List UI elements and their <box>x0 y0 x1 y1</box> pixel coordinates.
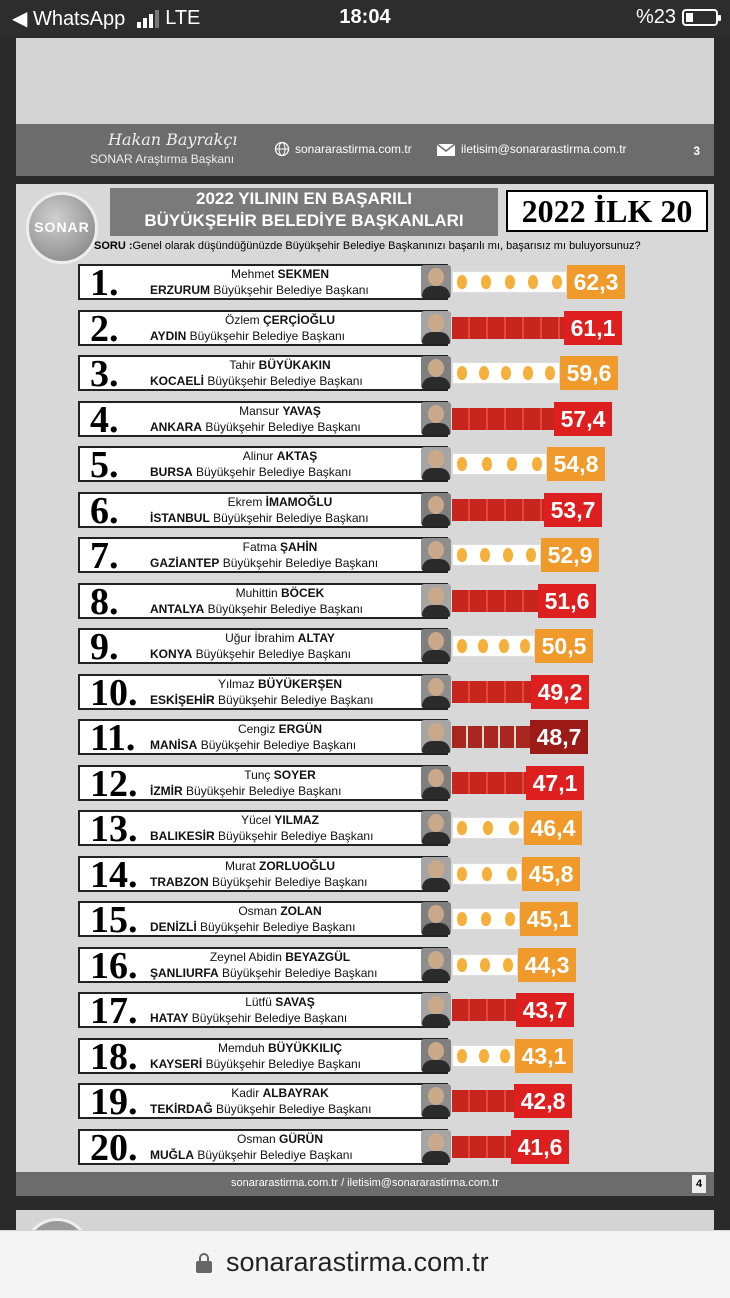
mayor-photo <box>421 948 451 981</box>
mayor-name-box <box>78 944 448 987</box>
value-bar <box>452 681 531 703</box>
mayor-first-name: Cengiz <box>237 722 276 736</box>
mayor-city <box>150 374 440 388</box>
mayor-city <box>150 693 440 707</box>
mayor-photo <box>421 538 451 571</box>
city-name: ESKİŞEHİR <box>150 692 215 707</box>
value-label: 52,9 <box>541 538 599 572</box>
mayor-city <box>150 875 440 889</box>
ranking-row <box>78 307 718 350</box>
lightbulb-icons <box>457 275 562 289</box>
rank-number: 11. <box>90 717 136 759</box>
survey-page <box>16 184 714 1196</box>
rank-number: 1. <box>90 262 119 304</box>
mayor-name-box <box>78 808 448 850</box>
ranking-row <box>78 537 718 577</box>
mayor-last-name: ALTAY <box>297 631 335 645</box>
mayor-name <box>160 677 400 691</box>
city-name: BALIKESİR <box>150 829 215 843</box>
mayor-first-name: Osman <box>236 1131 276 1146</box>
ranking-row <box>78 1035 718 1078</box>
signature-title: SONAR Araştırma Başkanı <box>90 152 235 166</box>
mayor-photo <box>421 493 451 526</box>
ranking-row <box>78 853 718 896</box>
mayor-name <box>160 813 400 827</box>
value-label: 50,5 <box>535 629 593 663</box>
city-name: ANKARA <box>150 419 202 434</box>
mayor-city <box>150 738 440 752</box>
rank-number: 9. <box>90 626 119 668</box>
value-bar <box>452 408 554 430</box>
title-suffix: Büyükşehir Belediye Başkanı <box>213 510 369 525</box>
title-suffix: Büyükşehir Belediye Başkanı <box>222 556 379 570</box>
mayor-name <box>160 540 400 554</box>
mayor-name <box>160 722 400 736</box>
mayor-city <box>150 465 440 479</box>
mayor-last-name: ZOLAN <box>280 904 322 918</box>
mayor-last-name: SAVAŞ <box>275 995 315 1009</box>
value-label: 42,8 <box>514 1084 572 1118</box>
ranking-row <box>78 762 718 805</box>
title-suffix: Büyükşehir Belediye Başkanı <box>222 965 378 980</box>
city-name: İZMİR <box>150 783 183 798</box>
mayor-city <box>150 966 440 980</box>
value-label: 45,1 <box>520 902 578 936</box>
ranking-row <box>78 1083 718 1123</box>
mayor-city <box>150 1011 440 1025</box>
globe-icon <box>274 141 290 157</box>
url-text[interactable]: sonararastirma.com.tr <box>226 1247 489 1277</box>
mayor-first-name: Ekrem <box>227 494 263 509</box>
title-suffix: Büyükşehir Belediye Başkanı <box>205 419 361 434</box>
city-name: GAZİANTEP <box>150 556 220 570</box>
question-label: SORU : <box>94 240 133 252</box>
mayor-first-name: Tahir <box>229 358 256 372</box>
mayor-first-name: Muhittin <box>235 585 278 600</box>
mayor-last-name: SEKMEN <box>277 267 330 281</box>
mayor-photo <box>421 629 451 662</box>
title-line-1: 2022 YILININ EN BAŞARILI <box>195 189 413 208</box>
mayor-city <box>150 283 440 297</box>
ranking-row <box>78 992 718 1032</box>
mayor-name-box <box>78 899 448 941</box>
mayor-photo <box>421 447 451 480</box>
rank-number: 19. <box>90 1081 138 1123</box>
rank-number: 5. <box>90 444 119 486</box>
value-bar <box>452 817 524 839</box>
mayor-name <box>160 631 400 645</box>
lightbulb-icons <box>457 457 542 471</box>
mayor-name <box>160 1041 400 1055</box>
title-suffix: Büyükşehir Belediye Başkanı <box>189 328 345 343</box>
value-bar <box>452 453 547 475</box>
page-footer <box>16 1172 714 1196</box>
value-label: 48,7 <box>530 720 588 754</box>
mayor-photo <box>421 857 451 890</box>
city-name: DENİZLİ <box>150 920 197 934</box>
ranking-row <box>78 355 718 395</box>
title-suffix: Büyükşehir Belediye Başkanı <box>195 647 351 661</box>
mayor-name-box <box>78 762 448 805</box>
mayor-first-name: Memduh <box>217 1040 265 1055</box>
ranking-row <box>78 1126 718 1169</box>
mayor-name <box>160 995 400 1009</box>
mayor-city <box>150 511 440 525</box>
mayor-name-box <box>78 1035 448 1078</box>
mayor-last-name: YAVAŞ <box>282 403 321 418</box>
title-suffix: Büyükşehir Belediye Başkanı <box>200 738 357 752</box>
city-name: KAYSERİ <box>150 1056 203 1071</box>
back-app-label[interactable]: ◀ WhatsApp <box>12 8 126 30</box>
mayor-name-box <box>78 717 448 759</box>
mayor-city <box>150 647 440 661</box>
rank-number: 10. <box>90 671 138 714</box>
survey-question <box>94 240 714 252</box>
mayor-name <box>160 358 400 372</box>
city-name: BURSA <box>150 465 193 479</box>
value-label: 54,8 <box>547 447 605 481</box>
mayor-photo <box>421 993 451 1026</box>
mayor-name-box <box>78 353 448 395</box>
mayor-last-name: İMAMOĞLU <box>265 494 333 509</box>
mayor-city <box>150 1148 440 1162</box>
rank-number: 4. <box>90 398 119 441</box>
title-suffix: Büyükşehir Belediye Başkanı <box>191 1011 348 1025</box>
website-text[interactable]: sonararastirma.com.tr <box>295 142 412 156</box>
value-label: 44,3 <box>518 948 576 982</box>
lightbulb-icons <box>457 366 555 380</box>
footer-contact: sonararastirma.com.tr / iletisim@sonararastirma.com.tr <box>231 1177 499 1189</box>
lightbulb-icons <box>457 958 513 972</box>
value-bar <box>452 635 535 657</box>
mayor-first-name: Lütfü <box>245 995 272 1009</box>
rank-number: 2. <box>90 307 119 350</box>
mayor-first-name: Zeynel Abidin <box>209 949 282 964</box>
previous-page-number: 3 <box>693 144 700 158</box>
title-suffix: Büyükşehir Belediye Başkanı <box>200 920 356 934</box>
mayor-name <box>160 586 400 600</box>
mayor-name-box <box>78 671 448 714</box>
title-suffix: Büyükşehir Belediye Başkanı <box>213 283 369 297</box>
lightbulb-icons <box>457 867 517 881</box>
value-bar <box>452 772 526 794</box>
value-label: 45,8 <box>522 857 580 891</box>
rank-number: 6. <box>90 489 119 532</box>
top-20-badge: 2022 İLK 20 <box>506 190 708 232</box>
browser-url-bar[interactable] <box>0 1230 730 1298</box>
mayor-first-name: Fatma <box>242 540 277 554</box>
mayor-first-name: Osman <box>238 904 277 918</box>
battery-status <box>636 6 718 29</box>
value-bar <box>452 590 538 612</box>
mayor-name-box <box>78 990 448 1032</box>
mayor-photo <box>421 675 451 708</box>
network-label: LTE <box>165 7 201 29</box>
lightbulb-icons <box>457 548 536 562</box>
title-suffix: Büyükşehir Belediye Başkanı <box>197 1147 353 1162</box>
value-label: 51,6 <box>538 584 596 618</box>
value-label: 46,4 <box>524 811 582 845</box>
city-name: MANİSA <box>150 738 198 752</box>
mayor-city <box>150 602 440 616</box>
value-label: 57,4 <box>554 402 612 436</box>
mayor-first-name: Alinur <box>242 449 274 463</box>
ranking-row <box>78 719 718 759</box>
mayor-last-name: ÇERÇİOĞLU <box>263 312 335 327</box>
mayor-name <box>160 449 400 463</box>
lightbulb-icons <box>457 1049 510 1063</box>
mayor-photo <box>421 265 451 298</box>
mail-icon <box>436 141 456 157</box>
mayor-photo <box>421 811 451 844</box>
mayor-city <box>150 829 440 843</box>
city-name: TEKİRDAĞ <box>150 1102 213 1116</box>
mayor-city <box>150 329 440 343</box>
mayor-first-name: Özlem <box>224 312 260 327</box>
logo-text: SONAR <box>34 219 90 235</box>
rank-number: 3. <box>90 353 119 395</box>
mayor-last-name: GÜRÜN <box>279 1131 324 1146</box>
mayor-city <box>150 1057 440 1071</box>
lightbulb-icons <box>457 912 515 926</box>
mayor-last-name: BÖCEK <box>281 585 325 600</box>
ranking-row <box>78 264 718 304</box>
title-box <box>110 188 498 236</box>
title-suffix: Büyükşehir Belediye Başkanı <box>207 601 363 616</box>
title-suffix: Büyükşehir Belediye Başkanı <box>216 1102 372 1116</box>
ranking-row <box>78 628 718 668</box>
battery-icon <box>682 9 718 26</box>
mayor-photo <box>421 902 451 935</box>
email-text[interactable]: iletisim@sonararastirma.com.tr <box>461 142 627 156</box>
value-bar <box>452 726 530 748</box>
city-name: TRABZON <box>150 874 209 889</box>
mayor-name-box <box>78 626 448 668</box>
city-name: KOCAELİ <box>150 374 204 388</box>
mayor-photo <box>421 584 451 617</box>
mayor-city <box>150 920 440 934</box>
value-bar <box>452 362 560 384</box>
mayor-last-name: BÜYÜKKILIÇ <box>268 1040 343 1055</box>
mayor-name-box <box>78 1126 448 1169</box>
value-label: 62,3 <box>567 265 625 299</box>
mayor-photo <box>421 402 451 435</box>
mayor-name <box>160 1086 400 1100</box>
question-text: Genel olarak düşündüğünüzde Büyükşehir Belediye Başkanınızı başarılı mı, başarısız mı buluyorsunuz? <box>132 240 641 252</box>
mayor-city <box>150 420 440 434</box>
rank-number: 7. <box>90 535 119 577</box>
mayor-last-name: ALBAYRAK <box>262 1086 329 1100</box>
previous-page-footer <box>16 124 714 176</box>
rank-number: 18. <box>90 1035 138 1078</box>
mayor-name-box <box>78 398 448 441</box>
mayor-first-name: Tunç <box>244 767 271 782</box>
lock-icon <box>196 1253 212 1273</box>
status-bar <box>0 0 730 38</box>
mayor-photo <box>421 720 451 753</box>
mayor-photo <box>421 1130 451 1163</box>
mayor-name-box <box>78 489 448 532</box>
mayor-photo <box>421 1039 451 1072</box>
ranking-row <box>78 580 718 623</box>
rank-number: 20. <box>90 1126 138 1169</box>
value-bar <box>452 1045 515 1067</box>
rank-number: 8. <box>90 580 119 623</box>
value-label: 59,6 <box>560 356 618 390</box>
mayor-name-box <box>78 1081 448 1123</box>
rank-number: 14. <box>90 853 138 896</box>
mayor-first-name: Yılmaz <box>217 676 255 691</box>
ranking-row <box>78 489 718 532</box>
mayor-name-box <box>78 307 448 350</box>
mayor-last-name: SOYER <box>273 767 316 782</box>
city-name: AYDIN <box>150 328 187 343</box>
mayor-last-name: ZORLUOĞLU <box>259 858 336 873</box>
mayor-first-name: Mansur <box>239 403 280 418</box>
mayor-name <box>160 1132 400 1146</box>
mayor-last-name: AKTAŞ <box>276 449 318 463</box>
mayor-name <box>160 267 400 281</box>
mayor-name <box>160 313 400 327</box>
city-name: ŞANLIURFA <box>150 965 219 980</box>
mayor-name <box>160 904 400 918</box>
previous-page <box>16 38 714 176</box>
value-label: 53,7 <box>544 493 602 527</box>
city-name: ANTALYA <box>150 601 205 616</box>
rank-number: 15. <box>90 899 138 941</box>
city-name: KONYA <box>150 647 193 661</box>
mayor-name-box <box>78 853 448 896</box>
ranking-row <box>78 446 718 486</box>
city-name: İSTANBUL <box>150 510 210 525</box>
value-label: 43,1 <box>515 1039 573 1073</box>
battery-label: %23 <box>635 6 676 28</box>
title-suffix: Büyükşehir Belediye Başkanı <box>207 374 363 388</box>
lightbulb-icons <box>457 821 519 835</box>
value-label: 41,6 <box>511 1130 569 1164</box>
title-suffix: Büyükşehir Belediye Başkanı <box>212 874 368 889</box>
value-bar <box>452 544 541 566</box>
rank-number: 12. <box>90 762 138 805</box>
mayor-city <box>150 784 440 798</box>
lightbulb-icons <box>457 639 530 653</box>
ranking-row <box>78 944 718 987</box>
mayor-name <box>160 404 400 418</box>
mayor-name-box <box>78 580 448 623</box>
rank-number: 17. <box>90 990 138 1032</box>
mayor-photo <box>421 311 451 344</box>
mayor-photo <box>421 1084 451 1117</box>
mayor-photo <box>421 766 451 799</box>
mayor-last-name: ŞAHİN <box>280 540 318 554</box>
mayor-name <box>160 859 400 873</box>
mayor-name-box <box>78 444 448 486</box>
value-bar <box>452 1136 511 1158</box>
mayor-first-name: Kadir <box>231 1086 260 1100</box>
city-name: ERZURUM <box>150 283 210 297</box>
mayor-city <box>150 556 440 570</box>
mayor-first-name: Murat <box>224 858 256 873</box>
mayor-name-box <box>78 535 448 577</box>
mayor-first-name: Uğur İbrahim <box>225 631 295 645</box>
title-suffix: Büyükşehir Belediye Başkanı <box>205 1056 362 1071</box>
sonar-logo <box>26 192 98 264</box>
value-bar <box>452 1090 514 1112</box>
rank-number: 13. <box>90 808 138 850</box>
mayor-name <box>160 495 400 509</box>
mayor-last-name: BÜYÜKERŞEN <box>258 676 343 691</box>
email-link[interactable] <box>436 141 627 157</box>
mayor-first-name: Yücel <box>240 813 271 827</box>
value-label: 47,1 <box>526 766 584 800</box>
value-bar <box>452 999 516 1021</box>
value-bar <box>452 954 518 976</box>
mayor-name <box>160 768 400 782</box>
value-bar <box>452 908 520 930</box>
mayor-last-name: YILMAZ <box>274 813 320 827</box>
value-bar <box>452 863 522 885</box>
value-bar <box>452 271 567 293</box>
rank-number: 16. <box>90 944 138 987</box>
title-suffix: Büyükşehir Belediye Başkanı <box>218 692 374 707</box>
ranking-row <box>78 901 718 941</box>
mayor-last-name: BÜYÜKAKIN <box>258 358 331 372</box>
website-link[interactable] <box>274 141 412 157</box>
clock: 18:04 <box>339 6 391 28</box>
ranking-row <box>78 398 718 441</box>
signature: Hakan Bayrakçı <box>108 130 238 149</box>
mayor-photo <box>421 356 451 389</box>
title-line-2: BÜYÜKŞEHİR BELEDİYE BAŞKANLARI <box>144 211 464 230</box>
ranking-row <box>78 810 718 850</box>
mayor-last-name: ERGÜN <box>278 722 323 736</box>
title-suffix: Büyükşehir Belediye Başkanı <box>186 783 342 798</box>
mayor-name <box>160 950 400 964</box>
value-label: 61,1 <box>564 311 622 345</box>
page-number: 4 <box>692 1175 706 1193</box>
mayor-last-name: BEYAZGÜL <box>285 949 351 964</box>
mayor-city <box>150 1102 440 1116</box>
city-name: MUĞLA <box>150 1147 194 1162</box>
value-bar <box>452 317 564 339</box>
title-suffix: Büyükşehir Belediye Başkanı <box>218 829 374 843</box>
city-name: HATAY <box>150 1011 189 1025</box>
title-suffix: Büyükşehir Belediye Başkanı <box>196 465 352 479</box>
value-bar <box>452 499 544 521</box>
mayor-name-box <box>78 262 448 304</box>
ranking-row <box>78 671 718 714</box>
value-label: 49,2 <box>531 675 589 709</box>
mayor-first-name: Mehmet <box>230 267 275 281</box>
value-label: 43,7 <box>516 993 574 1027</box>
